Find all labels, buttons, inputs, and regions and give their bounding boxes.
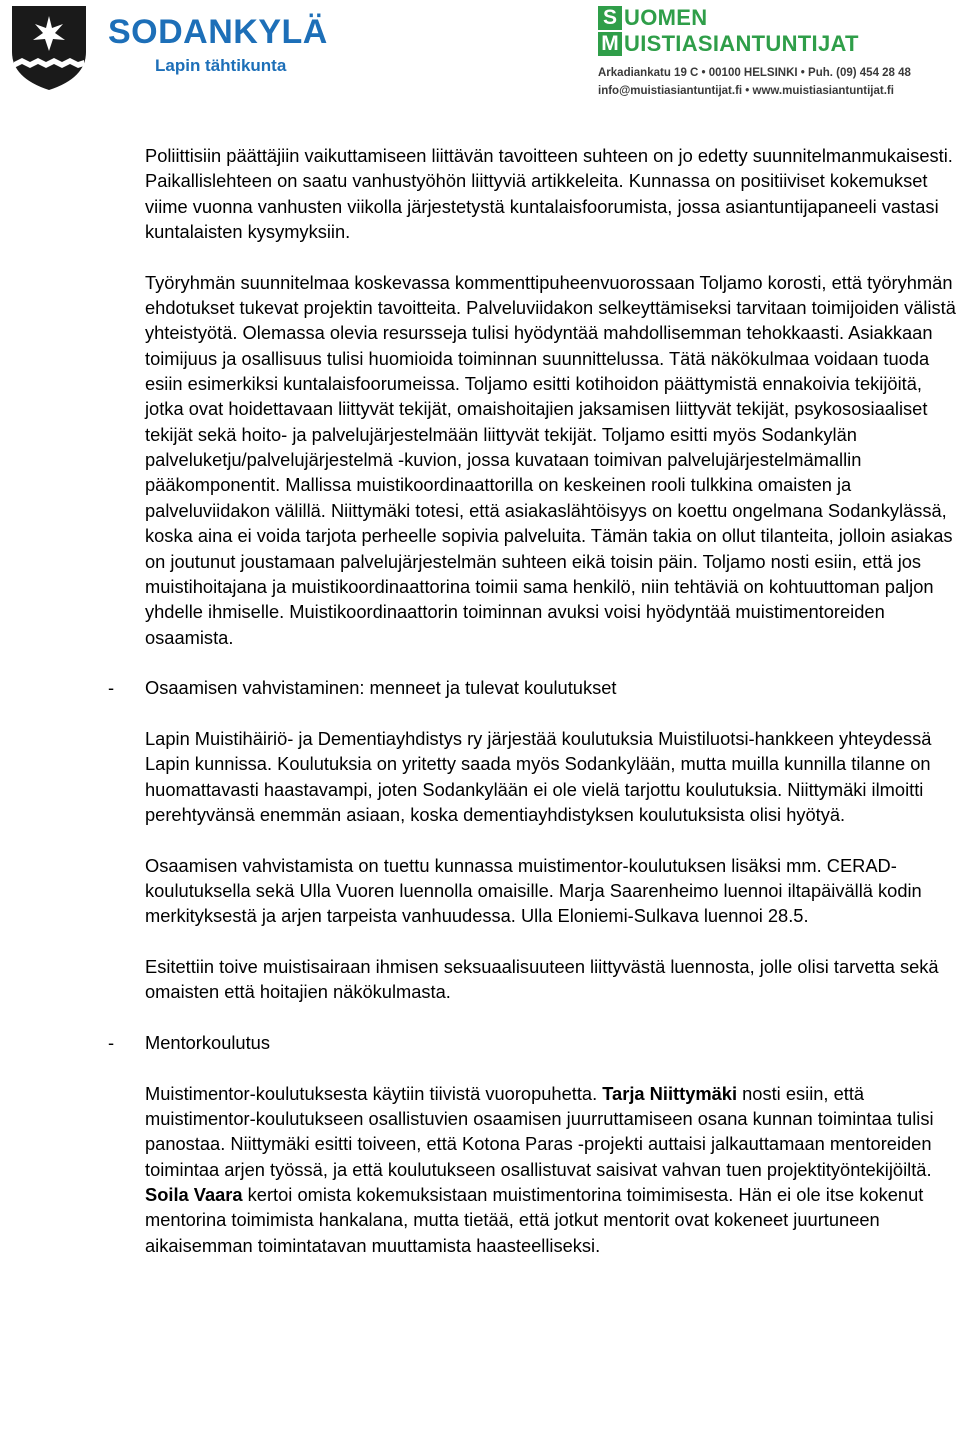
sodankyla-tagline: Lapin tähtikunta (155, 56, 287, 75)
section-heading-osaamisen (108, 675, 958, 700)
logo-word-uomen: UOMEN (624, 5, 708, 30)
section-heading-text: Osaamisen vahvistaminen: menneet ja tulevat koulutukset (145, 677, 617, 699)
section-heading-mentorkoulutus (108, 1030, 958, 1055)
logo-word-uistiasiantuntijat: UISTIASIANTUNTIJAT (624, 31, 859, 56)
sodankyla-coat-of-arms (8, 4, 90, 92)
logo-letter-m: M (598, 32, 622, 56)
paragraph-6-part-c: kertoi omista kokemuksistaan muistimentorina toimimisesta. Hän ei ole itse kokenut mentorina toimimista hankalana, mutta tietää, että jotkut mentorit ovat kokeneet juurtuneen aikaisemman toimintatavan muuttamista haasteelliseksi. (145, 1184, 924, 1256)
person-name-tarja-niittymaki: Tarja Niittymäki (602, 1082, 738, 1104)
person-name-soila-vaara: Soila Vaara (145, 1184, 243, 1206)
logo-line-muistiasiantuntijat (598, 32, 859, 56)
paragraph-5: Esitettiin toive muistisairaan ihmisen seksuaalisuuteen liittyvästä luennosta, jolle olisi tarvetta sekä omaisten että hoitajien näkökulmasta. (145, 956, 939, 1003)
logo-line-suomen (598, 6, 707, 30)
list-dash: - (108, 677, 115, 699)
letterhead (0, 0, 960, 110)
letterhead-contact: info@muistiasiantuntijat.fi • www.muistiasiantuntijat.fi (598, 85, 894, 97)
paragraph-2: Työryhmän suunnitelmaa koskevassa kommenttipuheenvuorossaan Toljamo korosti, että työryhmän ehdotukset tukevat projektin tavoitteita. Palveluviidakon selkeyttämiseksi tarvitaan toimijoiden välistä yhteistyötä. Olemassa olevia resursseja tulisi hyödyntää mahdollisemman tehokkaasti. Asiakkaan toimijuus ja osallisuus tulisi huomioida toiminnan suunnittelussa. Tätä näkökulmaa voidaan tuoda esiin esimerkiksi kuntalaisfoorumeissa. Toljamo esitti kotihoidon päättymistä ennakoivia tekijöitä, jotka ovat hoidettavaan liittyvät tekijät, omaishoitajien jaksamisen liittyvät tekijät, psykososiaaliset tekijät sekä hoito- ja palvelujärjestelmään liittyvät tekijät. Toljamo esitti myös Sodankylän palveluketju/palvelujärjestelmä -kuvion, jossa kuvataan toimivan palvelujärjestelmämallin pääkomponentit. Mallissa muistikoordinaattorilla on keskeinen rooli tulkkina omaisten ja palveluviidakon välillä. Niittymäki totesi, että asiakaslähtöisyys on koettu ongelmana Sodankylässä, koska aina ei voida tarjota perheelle sopivia palveluita. Tämän takia on ollut tilanteita, jolloin asiakas on joutunut joustamaan palvelujärjestelmän suhteen eikä toisin päin. Toljamo nosti esiin, että jos muistihoitajana ja muistikoordinaattorina toimii sama henkilö, niin tehtäviä on kohtuuttoman paljon yhdelle ihmiselle. Muistikoordinaattorin toiminnan avuksi voisi hyödyntää muistimentoreiden osaamista. (145, 271, 956, 648)
paragraph-4: Osaamisen vahvistamista on tuettu kunnassa muistimentor-koulutuksen lisäksi mm. CERAD- koulutuksella sekä Ulla Vuoren luennolla omaisille. Marja Saarenheimo luennoi iltapäivällä kodin merkityksestä ja arjen tarpeista vanhuudessa. Ulla Eloniemi-Sulkava luennoi 28.5. (145, 854, 922, 927)
letterhead-address: Arkadiankatu 19 C • 00100 HELSINKI • Puh. (09) 454 28 48 (598, 67, 911, 79)
sodankyla-wordmark: SODANKYLÄ (108, 13, 328, 51)
section-heading-text: Mentorkoulutus (145, 1032, 270, 1054)
paragraph-6-part-a: Muistimentor-koulutuksesta käytiin tiivistä vuoropuhetta. (145, 1082, 603, 1104)
paragraph-6 (145, 1081, 958, 1258)
list-dash: - (108, 1032, 115, 1054)
logo-letter-s: S (598, 6, 622, 30)
paragraph-3: Lapin Muistihäiriö- ja Dementiayhdistys ry järjestää koulutuksia Muistiluotsi-hankkeen yhteydessä Lapin kunnissa. Koulutuksia on yritetty saada myös Sodankylään, mutta muilla kunnilla tilanne on huomattavasti haastavampi, joten Sodankylään ei ole vielä tarjottu koulutuksia. Niittymäki ilmoitti perehtyvänsä enemmän asiaan, koska dementiayhdistyksen koulutuksista olisi hyötyä. (145, 727, 932, 825)
paragraph-6-part-b: nosti esiin, että muistimentor-koulutukseen osallistuvien osaamisen juurruttamiseen osana kunnan toimintaa tulisi panostaa. Niittymäki esitti toiveen, että Kotona Paras -projekti auttaisi jalkauttamaan mentoreiden toimintaa arjen työssä, ja että koulutukseen osallistuvat saisivat vahvan tuen projektityöntekijöiltä. (145, 1082, 934, 1180)
paragraph-1: Poliittisiin päättäjiin vaikuttamiseen liittävän tavoitteen suhteen on jo edetty suunnitelmanmukaisesti. Paikallislehteen on saatu vanhustyöhön liittyviä artikkeleita. Kunnassa on positiiviset kokemukset viime vuonna vanhusten viikolla järjestetystä kuntalaisfoorumista, jossa asiantuntijapaneeli vastasi kuntalaisten kysymyksiin. (145, 145, 953, 243)
muistiasiantuntijat-logo (598, 6, 948, 101)
document-body (0, 143, 960, 1258)
